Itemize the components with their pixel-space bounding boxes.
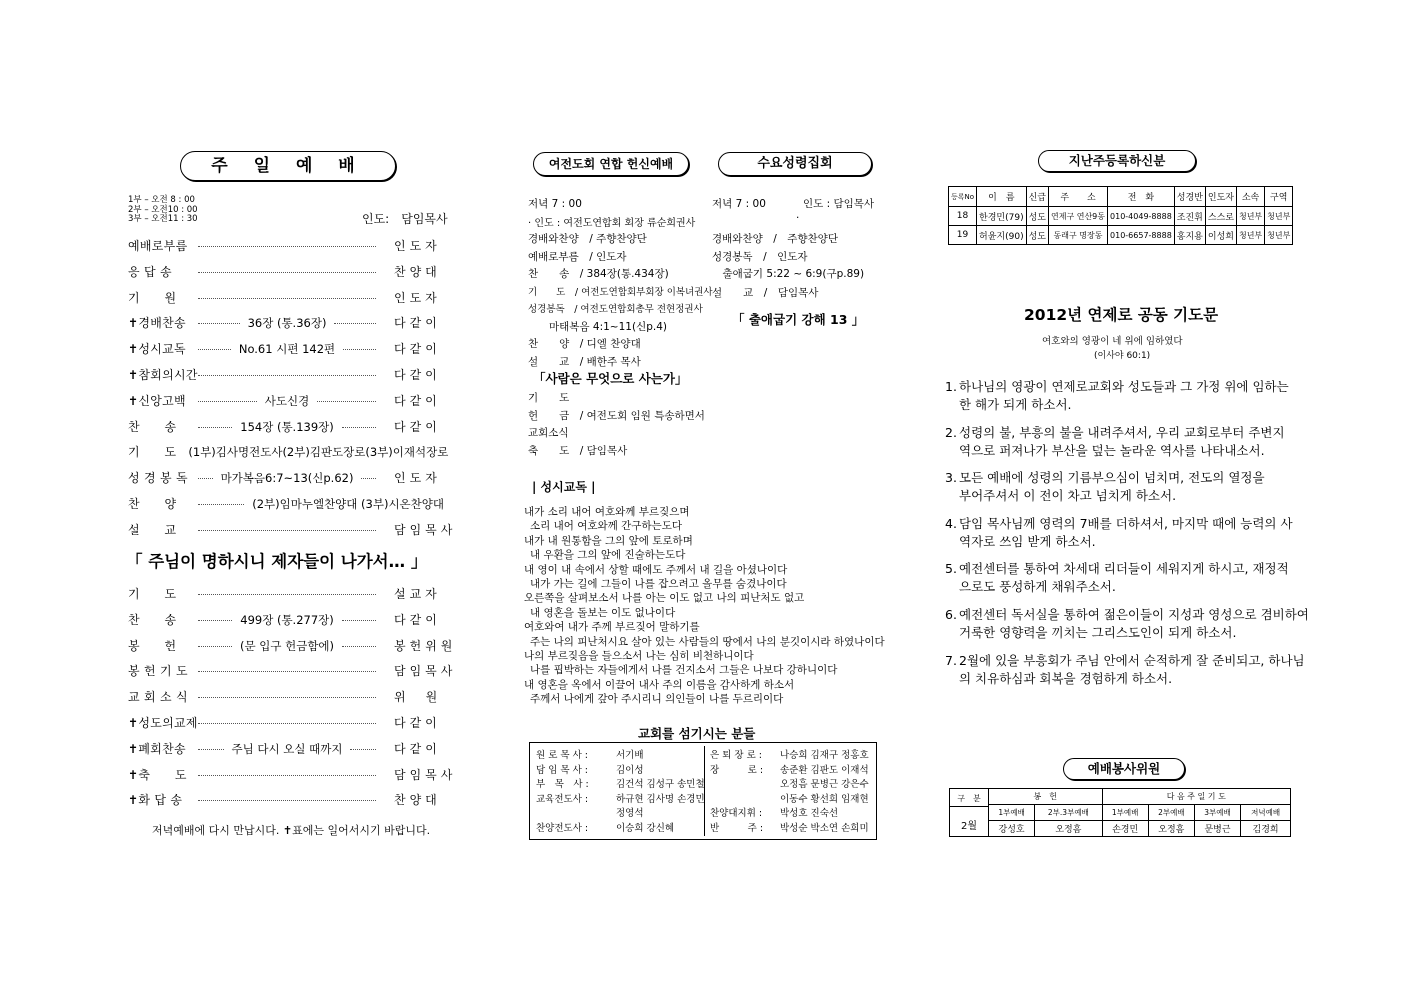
order-label: 기 원	[128, 290, 177, 305]
staff-role: 교육전도사 :	[536, 793, 589, 805]
staff-names: 김이성	[616, 764, 644, 776]
prayer-reference: (이사야 60:1)	[1094, 351, 1151, 361]
col-header: 주 소	[1049, 187, 1108, 207]
order-label: 봉 헌	[128, 638, 177, 653]
order-item	[128, 237, 448, 254]
order-item	[128, 263, 448, 280]
prayer-number: 4.	[945, 515, 957, 531]
leader-dots	[350, 749, 376, 750]
order-item	[128, 289, 448, 306]
order-item	[128, 469, 448, 486]
order-performer: 담임목사	[394, 767, 457, 782]
leader-dots	[198, 671, 376, 672]
col-header: 전 화	[1108, 187, 1175, 207]
order-label: ✝경배찬송	[128, 316, 186, 331]
prayer-item	[945, 560, 1300, 596]
reading-line: 내가 가는 길에 그들이 나를 잡으려고 올무를 숨겼나이다	[530, 578, 787, 591]
sunday-service-title: 주 일 예 배	[180, 151, 396, 181]
leader-dots	[198, 323, 240, 324]
order-detail: No.61 시편 142편	[238, 342, 336, 357]
order-detail: 마가복음6:7~13(신p.62)	[220, 471, 354, 486]
leader-dots	[317, 401, 376, 402]
prayer-line: 하나님의 영광이 연제로교회와 성도들과 그 가정 위에 임하는	[959, 379, 1289, 394]
order-performer: 담임목사	[394, 664, 457, 679]
service-committee-table	[949, 788, 1291, 837]
order-performer: 다같이	[394, 316, 441, 331]
reading-line: 주는 나의 피난처시요 살아 있는 사람들의 땅에서 나의 분깃이시라 하였나이다	[530, 635, 885, 648]
staff-names: 이승희 강신혜	[616, 822, 675, 834]
order-performer: 다같이	[394, 342, 441, 357]
prayer-line: 예전센터를 통하여 차세대 리더들이 세워지게 하시고, 재정적	[959, 561, 1289, 577]
table-row: 19 허윤지(90) 성도 동래구 명장동 010-6657-8888 홍지용 이성희 청년부 청년부	[949, 226, 1293, 245]
prayer-subtitle: 여호와의 영광이 네 위에 임하였다	[1042, 336, 1183, 347]
staff-right	[710, 747, 869, 834]
order-performer: 인도자	[394, 471, 441, 486]
newcomers-header-row	[949, 187, 1293, 207]
prayer-number: 5.	[945, 561, 957, 577]
order-item	[128, 611, 448, 628]
leader-dots	[198, 530, 376, 531]
order-performer: 찬양대	[394, 264, 441, 279]
order-label: 찬 송	[128, 612, 177, 627]
staff-row	[710, 762, 869, 777]
leader-dots	[198, 749, 224, 750]
prayer-number: 2.	[945, 424, 957, 440]
staff-row	[710, 791, 869, 806]
leader-dots	[198, 401, 257, 402]
order-item	[128, 688, 448, 705]
prayer-title: 2012년 연제로 공동 기도문	[1024, 306, 1219, 324]
prayer-item	[945, 515, 1300, 551]
order-item	[128, 740, 448, 757]
leader-dots	[198, 298, 376, 299]
order-item	[128, 521, 457, 538]
staff-role: 원 로 목 사 :	[536, 750, 588, 761]
order-performer: 찬양대	[394, 793, 441, 808]
order-label: ✝신앙고백	[128, 393, 186, 408]
reading-line: 내가 내 원통함을 그의 앞에 토로하며	[524, 534, 693, 547]
order-label: 찬 양	[128, 497, 177, 511]
table-row: 18 한경민(79) 성도 연제구 연산9동 010-4049-8888 조진휘 스스로 청년부 청년부	[949, 207, 1293, 226]
order-performer: 위 원	[394, 690, 442, 705]
order-item	[128, 314, 448, 331]
staff-title: 교회를 섬기시는 분들	[638, 726, 756, 741]
staff-row	[536, 776, 705, 791]
order-detail: 499장 (통.277장)	[240, 612, 334, 627]
leader-dots	[342, 620, 376, 621]
order-performer: 다같이	[394, 368, 441, 382]
leader-dots	[198, 478, 213, 479]
reading-line: 내 영혼을 돌보는 이도 없나이다	[530, 606, 676, 619]
joint-sermon-title: 「사람은 무엇으로 사는가」	[533, 371, 688, 386]
leader-dots	[198, 620, 232, 621]
staff-row	[536, 820, 705, 835]
prayer-item	[945, 469, 1300, 505]
order-detail: (1부)김사명전도사(2부)김판도장로(3부)이재석장로	[188, 445, 449, 460]
col-header: 인도자	[1205, 187, 1236, 207]
prayer-number: 7.	[945, 652, 957, 668]
wednesday-sermon-title: 「 출애굽기 강해 13 」	[732, 312, 865, 327]
col-header: 성경반	[1174, 187, 1205, 207]
prayer-line-cont: 역자로 쓰임 받게 하소서.	[959, 533, 1096, 549]
staff-row	[536, 805, 705, 820]
leader-dots	[198, 349, 231, 350]
prayer-line: 성령의 불, 부흥의 불을 내려주셔서, 우리 교회로부터 주변지	[959, 424, 1285, 440]
order-label: 기 도	[128, 445, 177, 460]
col-header: 등록No	[949, 187, 977, 207]
staff-role: 부 목 사 :	[536, 779, 589, 790]
joint-service-lines: 저녁 7 : 00 · 인도 : 여전도연합회 회장 류순희권사 경배와찬양 / 주향찬양단 예배로부름 / 인도자 찬 송 / 384장(통.434장) 기 도 / 여전도연합회부회장 이복녀권사 성경봉독 / 여전도연합회총무 전현정권사 마태복음 4:1~11(신p.4) 찬 양 / 디엘 찬양대 설 교 / 배한주 목사	[528, 198, 713, 368]
leader-dots	[342, 427, 376, 428]
order-label: 찬 송	[128, 419, 177, 434]
order-performer: 담임목사	[394, 522, 457, 537]
staff-row	[536, 747, 705, 762]
prayer-number: 6.	[945, 607, 957, 622]
staff-row	[536, 762, 705, 777]
order-label: 교 회 소 식	[128, 690, 188, 705]
prayer-item	[945, 378, 1300, 414]
reading-line: 여호와여 내가 주께 부르짖어 말하기를	[524, 621, 700, 634]
leader-dots	[198, 697, 376, 698]
prayer-line-cont: 한 해가 되게 하소서.	[959, 397, 1072, 412]
order-performer: 설교자	[394, 587, 441, 601]
leader-dots	[198, 272, 376, 273]
wednesday-leader: 인도 : 담임목사	[803, 198, 875, 210]
staff-names: 오정흠 문병근 강은수	[780, 779, 869, 790]
order-label: ✝축 도	[128, 767, 187, 782]
order-performer: 다같이	[394, 393, 441, 408]
prayer-line: 모든 예배에 성령의 기름부으심이 넘치며, 전도의 열정을	[959, 470, 1265, 486]
order-label: ✝성도의교제	[128, 716, 198, 730]
staff-names: 송준환 김판도 이재석	[780, 764, 869, 776]
prayer-number: 1.	[945, 379, 957, 394]
reading-line: 나를 핍박하는 자들에게서 나를 건지소서 그들은 나보다 강하니이다	[530, 664, 838, 677]
leader-dots	[198, 246, 376, 247]
staff-names: 김건석 김성구 송민철	[616, 779, 705, 790]
order-label: 응 답 송	[128, 264, 172, 279]
service-times: 1부 – 오전 8 : 00 2부 – 오전10 : 00 3부 – 오전11 : 30	[128, 195, 198, 224]
reading-line: 나의 부르짖음을 들으소서 나는 심히 비천하니이다	[524, 650, 754, 663]
prayer-line: 예전센터 독서실을 통하여 젊은이들이 지성과 영성으로 겸비하여	[959, 607, 1309, 622]
col-header: 신급	[1026, 187, 1048, 207]
staff-role: 찬양전도사 :	[536, 822, 589, 834]
order-label: 성 경 봉 독	[128, 471, 188, 486]
order-performer: 다같이	[394, 612, 441, 627]
prayer-line: 담임 목사님께 영력의 7배를 더하셔서, 마지막 때에 능력의 사	[959, 515, 1293, 531]
prayer-line-cont: 부어주셔서 이 전이 차고 넘치게 하소서.	[959, 488, 1177, 504]
prayer-line-cont: 의 치유하심과 회복을 경험하게 하소서.	[959, 670, 1173, 686]
leader-dots	[342, 646, 376, 647]
order-label: ✝참회의시간	[128, 368, 198, 382]
leader-dots	[361, 478, 376, 479]
order-item	[128, 766, 457, 783]
leader-dots	[198, 646, 232, 647]
staff-names: 이동수 황선희 임재현	[780, 793, 869, 805]
prayer-line: 2월에 있을 부흥회가 주님 안에서 순적하게 잘 준비되고, 하나님	[959, 652, 1305, 668]
leader-dots	[198, 800, 376, 801]
wednesday-lines: 경배와찬양 / 주향찬양단 성경봉독 / 인도자 출애굽기 5:22 ~ 6:9(구p.89) 설 교 / 담임목사	[712, 233, 865, 299]
staff-role: 반 주 :	[710, 822, 764, 834]
leader-dots	[198, 775, 376, 776]
order-item	[128, 714, 448, 731]
leader-dots	[198, 375, 376, 376]
joint-service-title: 여전도회 연합 헌신예배	[533, 152, 689, 176]
reading-line: 소리 내어 여호와께 간구하는도다	[530, 520, 683, 533]
staff-role: 찬양대지휘 :	[710, 808, 763, 819]
order-detail: 154장 (통.139장)	[240, 419, 334, 434]
table-row: 구 분 2월 봉 헌 다 음 주 일 기 도	[950, 789, 1291, 805]
order-item	[128, 392, 448, 409]
order-performer: 봉헌위원	[394, 638, 457, 653]
staff-row	[536, 791, 705, 806]
order-label: ✝폐회찬송	[128, 741, 186, 756]
order-item	[128, 340, 448, 357]
table-row: 1부예배 2부.3부예배 1부예배 2부예배 3부예배 저녁예배	[950, 805, 1291, 821]
order-item	[128, 637, 457, 654]
responsive-reading-title: | 성시교독 |	[532, 480, 596, 494]
sunday-leader: 인도: 담임목사	[362, 212, 448, 226]
staff-row	[710, 820, 869, 835]
leader-dots	[198, 723, 376, 724]
staff-names: 박성순 박소연 손희미	[780, 822, 869, 834]
order-label: 기 도	[128, 587, 177, 601]
reading-line: 오른쪽을 살펴보소서 나를 아는 이도 없고 나의 피난처도 없고	[524, 592, 805, 605]
joint-service-lines-2: 기 도 헌 금 / 여전도회 임원 특송하면서 교회소식 축 도 / 담임목사	[528, 392, 705, 457]
wednesday-dot: ·	[796, 212, 800, 224]
order-item	[128, 495, 448, 512]
reading-line: 내가 소리 내어 여호와께 부르짖으며	[524, 506, 690, 518]
order-detail: 주님 다시 오실 때까지	[231, 741, 343, 756]
order-performer: 다같이	[394, 716, 441, 730]
order-detail: 36장 (통.36장)	[247, 316, 327, 331]
leader-dots	[334, 323, 376, 324]
leader-dots	[198, 504, 244, 505]
order-label: ✝화 답 송	[128, 793, 183, 808]
order-item	[128, 418, 448, 435]
sunday-sermon-title: 「 주님이 명하시니 제자들이 나가서… 」	[126, 552, 428, 571]
col-header: 구역	[1265, 187, 1293, 207]
order-performer: 다같이	[394, 741, 441, 756]
staff-role: 담 임 목 사 :	[536, 764, 588, 776]
order-detail: (2부)임마누엘찬양대 (3부)시온찬양대	[252, 497, 444, 511]
order-detail: 사도신경	[264, 393, 310, 408]
prayer-line-cont: 역으로 퍼져나가 부산을 덮는 놀라운 역사를 나타내소서.	[959, 442, 1265, 458]
leader-dots	[198, 594, 376, 595]
staff-names: 서기배	[616, 750, 644, 761]
order-performer: 다같이	[394, 419, 441, 434]
leader-dots	[343, 349, 376, 350]
reading-line: 내 영이 내 속에서 상할 때에도 주께서 내 길을 아셨나이다	[524, 563, 788, 576]
order-label: 봉 헌 기 도	[128, 664, 188, 679]
wednesday-time: 저녁 7 : 00	[712, 198, 766, 210]
prayer-item	[945, 424, 1300, 460]
reading-line: 주께서 나에게 갚아 주시리니 의인들이 나를 두르리이다	[530, 693, 784, 706]
staff-names: 나승희 김재구 정홍호	[780, 750, 869, 761]
staff-names: 정영석	[616, 808, 644, 819]
newcomers-table	[948, 186, 1293, 245]
staff-row	[710, 805, 869, 820]
responsive-reading	[524, 505, 885, 707]
order-detail: (문 입구 헌금함에)	[239, 638, 335, 653]
order-item	[128, 585, 448, 602]
staff-role: 장 로 :	[710, 764, 764, 776]
sunday-footer: 저녁예배에 다시 만납시다. ✝표에는 일어서시기 바랍니다.	[152, 824, 431, 837]
prayer-item	[945, 652, 1305, 688]
prayer-line-cont: 거룩한 영향력을 끼치는 그리스도인이 되게 하소서.	[959, 625, 1237, 640]
prayer-number: 3.	[945, 470, 957, 486]
order-item	[128, 662, 457, 679]
order-label: ✝성시교독	[128, 342, 186, 357]
staff-box	[529, 742, 877, 840]
prayer-line-cont: 으로도 풍성하게 채워주소서.	[959, 579, 1116, 595]
staff-row	[710, 776, 869, 791]
prayer-item	[945, 606, 1309, 642]
table-row: 강성호 오정흠 손경민 오정흠 문병근 김경희	[950, 821, 1291, 837]
order-performer: 인도자	[394, 290, 441, 305]
wednesday-service-title: 수요성령집회	[718, 152, 872, 176]
order-label: 예배로부름	[128, 239, 188, 253]
order-label: 설 교	[128, 522, 177, 537]
order-performer: 인도자	[394, 239, 441, 253]
newcomers-title: 지난주등록하신분	[1038, 150, 1196, 172]
order-item	[128, 366, 448, 383]
col-header: 이 름	[977, 187, 1027, 207]
order-item	[128, 443, 448, 460]
reading-line: 내 우환을 그의 앞에 진술하는도다	[530, 549, 686, 562]
staff-row	[710, 747, 869, 762]
service-committee-title: 예배봉사위원	[1063, 758, 1185, 780]
order-item	[128, 791, 448, 808]
staff-role: 은 퇴 장 로 :	[710, 750, 762, 761]
reading-line: 내 영혼을 옥에서 이끌어 내사 주의 이름을 감사하게 하소서	[524, 678, 795, 691]
col-header: 소속	[1236, 187, 1264, 207]
leader-dots	[198, 427, 232, 428]
staff-names: 박성호 진숙선	[780, 808, 839, 819]
staff-names: 하규현 김사명 손경민	[616, 793, 705, 805]
staff-left	[536, 747, 705, 834]
